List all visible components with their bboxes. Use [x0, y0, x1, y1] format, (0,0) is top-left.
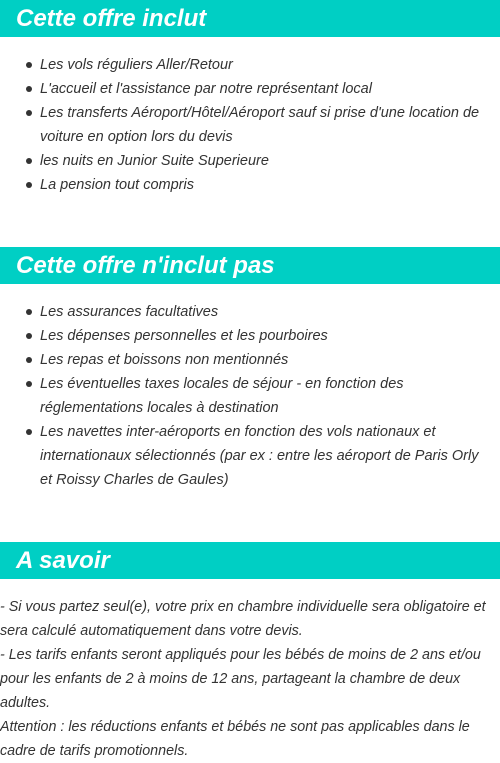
includes-item: les nuits en Junior Suite Superieure — [0, 149, 500, 173]
savoir-paragraph: Attention : les réductions enfants et bébés ne sont pas applicables dans le cadre de tarifs promotionnels. — [0, 719, 470, 759]
excludes-title: Cette offre n'inclut pas — [0, 247, 500, 284]
excludes-item: Les assurances facultatives — [0, 300, 500, 324]
savoir-text — [0, 595, 500, 763]
excludes-list — [0, 300, 500, 492]
excludes-item: Les éventuelles taxes locales de séjour - en fonction des réglementations locales à destination — [0, 372, 500, 420]
excludes-item: Les navettes inter-aéroports en fonction des vols nationaux et internationaux sélectionnés (par ex : entre les aéroport de Paris Orly et Roissy Charles de Gaules) — [0, 420, 500, 492]
savoir-paragraph: - Les tarifs enfants seront appliqués pour les bébés de moins de 2 ans et/ou pour les enfants de 2 à moins de 12 ans, partageant la chambre de deux adultes. — [0, 647, 481, 711]
includes-item: Les transferts Aéroport/Hôtel/Aéroport sauf si prise d'une location de voiture en option lors du devis — [0, 101, 500, 149]
savoir-section — [0, 542, 500, 763]
savoir-paragraph: - Si vous partez seul(e), votre prix en chambre individuelle sera obligatoire et sera calculé automatiquement dans votre devis. — [0, 599, 486, 639]
includes-item: La pension tout compris — [0, 173, 500, 197]
excludes-item: Les dépenses personnelles et les pourboires — [0, 324, 500, 348]
includes-title: Cette offre inclut — [0, 0, 500, 37]
includes-item: Les vols réguliers Aller/Retour — [0, 53, 500, 77]
includes-list — [0, 53, 500, 197]
includes-section — [0, 0, 500, 197]
includes-item: L'accueil et l'assistance par notre représentant local — [0, 77, 500, 101]
excludes-section — [0, 247, 500, 492]
savoir-title: A savoir — [0, 542, 500, 579]
excludes-item: Les repas et boissons non mentionnés — [0, 348, 500, 372]
